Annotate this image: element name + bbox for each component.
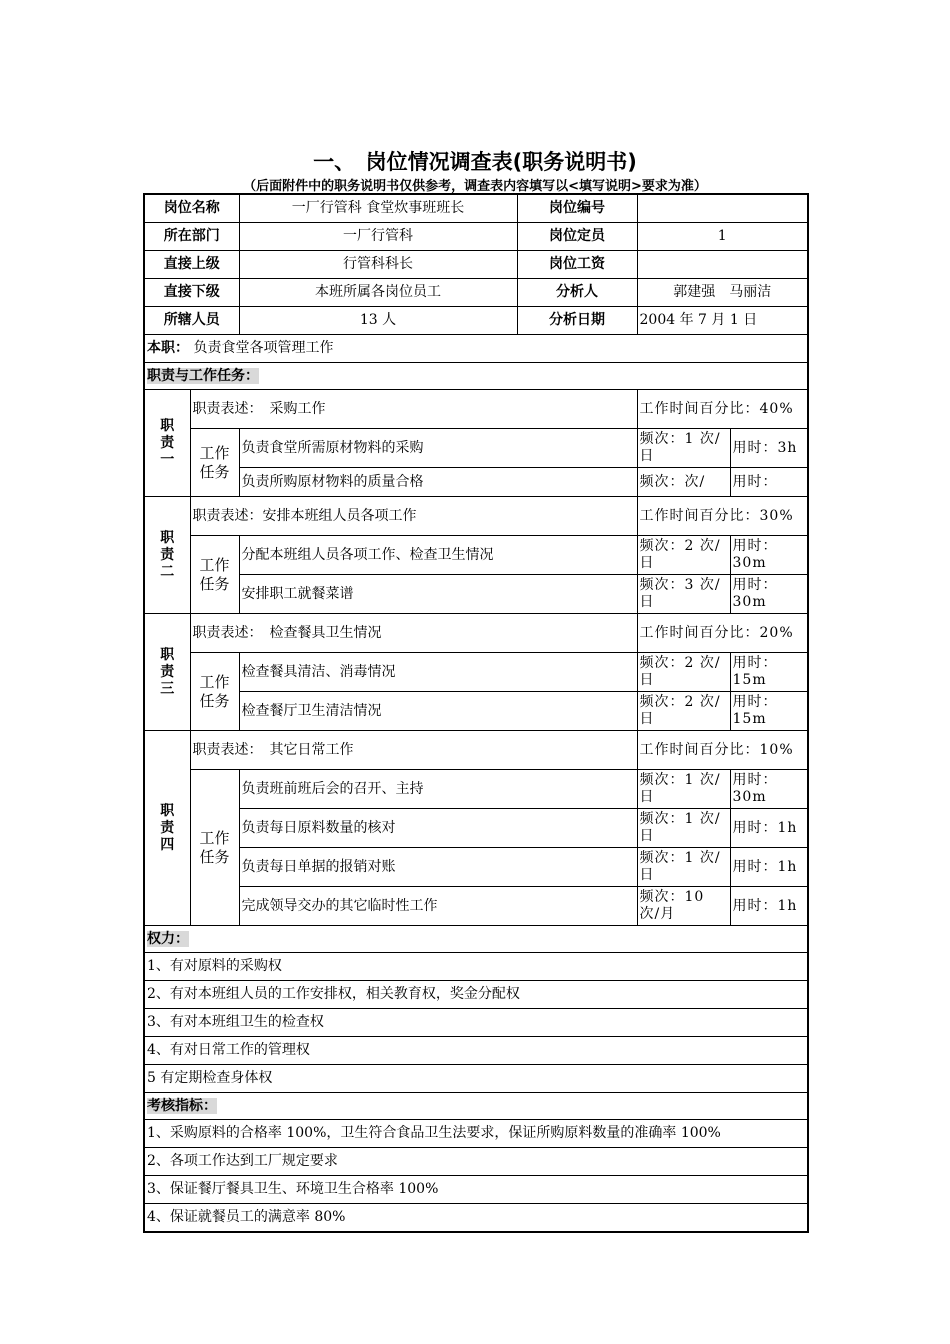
value-department: 一厂行管科 [239,223,517,251]
label-department: 所在部门 [144,223,239,251]
resp-3-percent: 工作时间百分比：20% [637,614,808,653]
resp-3-task-1-freq: 频次：2 次/日 [637,653,730,692]
label-superior: 直接上级 [144,251,239,279]
value-analyst: 郭建强 马丽洁 [637,279,808,307]
resp-1-name: 职责一 [144,390,190,497]
authority-header: 权力： [147,930,189,947]
label-post-name: 岗位名称 [144,194,239,223]
resp-2-task-2-time: 用时：30m [730,575,808,614]
label-analyst: 分析人 [517,279,637,307]
value-staff-count: 13 人 [239,307,517,335]
resp-4-name: 职责四 [144,731,190,926]
resp-4-task-1: 负责班前班后会的召开、主持 [239,770,637,809]
resp-3-task-2-time: 用时：15m [730,692,808,731]
resp-3-task-1-time: 用时：15m [730,653,808,692]
resp-3-task-2-freq: 频次：2 次/日 [637,692,730,731]
resp-4-task-1-time: 用时：30m [730,770,808,809]
resp-3-task-2: 检查餐厅卫生清洁情况 [239,692,637,731]
kpi-item-3: 3、保证餐厅餐具卫生、环境卫生合格率 100% [144,1176,808,1204]
page-title: 一、 岗位情况调查表(职务说明书) [313,150,637,174]
authority-item-1: 1、有对原料的采购权 [144,953,808,981]
value-superior: 行管科科长 [239,251,517,279]
resp-1-task-1-freq: 频次：1 次/日 [637,429,730,468]
kpi-item-2: 2、各项工作达到工厂规定要求 [144,1148,808,1176]
resp-2-task-1: 分配本班组人员各项工作、检查卫生情况 [239,536,637,575]
value-post-code [637,194,808,223]
resp-2-percent: 工作时间百分比：30% [637,497,808,536]
authority-item-4: 4、有对日常工作的管理权 [144,1037,808,1065]
duty-text: 负责食堂各项管理工作 [193,340,334,356]
kpi-header: 考核指标： [147,1097,217,1114]
resp-4-percent: 工作时间百分比：10% [637,731,808,770]
label-staff-count: 所辖人员 [144,307,239,335]
authority-item-5: 5 有定期检查身体权 [144,1065,808,1093]
resp-1-desc: 职责表述： 采购工作 [190,390,637,429]
resp-4-task-1-freq: 频次：1 次/日 [637,770,730,809]
authority-item-3: 3、有对本班组卫生的检查权 [144,1009,808,1037]
responsibilities-header-row [144,363,808,390]
resp-4-task-4-freq: 频次：10 次/月 [637,887,730,926]
label-headcount: 岗位定员 [517,223,637,251]
label-salary: 岗位工资 [517,251,637,279]
duty-label: 本职： [147,340,189,356]
resp-4-task-3-time: 用时：1h [730,848,808,887]
page-subtitle: （后面附件中的职务说明书仅供参考，调查表内容填写以<填写说明>要求为准） [243,179,707,194]
resp-4-task-label: 工作任务 [190,770,239,926]
resp-2-task-1-freq: 频次：2 次/日 [637,536,730,575]
value-post-name: 一厂行管科 食堂炊事班班长 [239,194,517,223]
resp-2-desc: 职责表述：安排本班组人员各项工作 [190,497,637,536]
resp-1-percent: 工作时间百分比：40% [637,390,808,429]
resp-1-task-2-time: 用时： [730,468,808,497]
resp-4-task-4-time: 用时：1h [730,887,808,926]
resp-4-task-3-freq: 频次：1 次/日 [637,848,730,887]
resp-4-task-3: 负责每日单据的报销对账 [239,848,637,887]
resp-3-desc: 职责表述： 检查餐具卫生情况 [190,614,637,653]
kpi-header-row [144,1093,808,1120]
resp-4-task-4: 完成领导交办的其它临时性工作 [239,887,637,926]
value-headcount: 1 [637,223,808,251]
value-analysis-date: 2004 年 7 月 1 日 [637,307,808,335]
resp-2-task-label: 工作任务 [190,536,239,614]
resp-1-task-2: 负责所购原材物料的质量合格 [239,468,637,497]
authority-item-2: 2、有对本班组人员的工作安排权，相关教育权，奖金分配权 [144,981,808,1009]
responsibilities-header: 职责与工作任务： [147,367,259,384]
resp-4-task-2-time: 用时：1h [730,809,808,848]
resp-3-task-label: 工作任务 [190,653,239,731]
resp-1-task-1-time: 用时：3h [730,429,808,468]
resp-2-task-1-time: 用时：30m [730,536,808,575]
label-subordinate: 直接下级 [144,279,239,307]
label-post-code: 岗位编号 [517,194,637,223]
authority-header-row [144,926,808,953]
resp-2-task-2-freq: 频次：3 次/日 [637,575,730,614]
resp-2-task-2: 安排职工就餐菜谱 [239,575,637,614]
duty-row [144,335,808,363]
value-subordinate: 本班所属各岗位员工 [239,279,517,307]
resp-1-task-2-freq: 频次：次/ [637,468,730,497]
resp-3-task-1: 检查餐具清洁、消毒情况 [239,653,637,692]
kpi-item-1: 1、采购原料的合格率 100%，卫生符合食品卫生法要求，保证所购原料数量的准确率 100% [144,1120,808,1148]
resp-4-task-2-freq: 频次：1 次/日 [637,809,730,848]
resp-1-task-label: 工作任务 [190,429,239,497]
resp-4-task-2: 负责每日原料数量的核对 [239,809,637,848]
resp-4-desc: 职责表述： 其它日常工作 [190,731,637,770]
resp-2-name: 职责二 [144,497,190,614]
label-analysis-date: 分析日期 [517,307,637,335]
job-survey-table [143,193,809,1233]
value-salary [637,251,808,279]
resp-3-name: 职责三 [144,614,190,731]
kpi-item-4: 4、保证就餐员工的满意率 80% [144,1204,808,1233]
resp-1-task-1: 负责食堂所需原材物料的采购 [239,429,637,468]
